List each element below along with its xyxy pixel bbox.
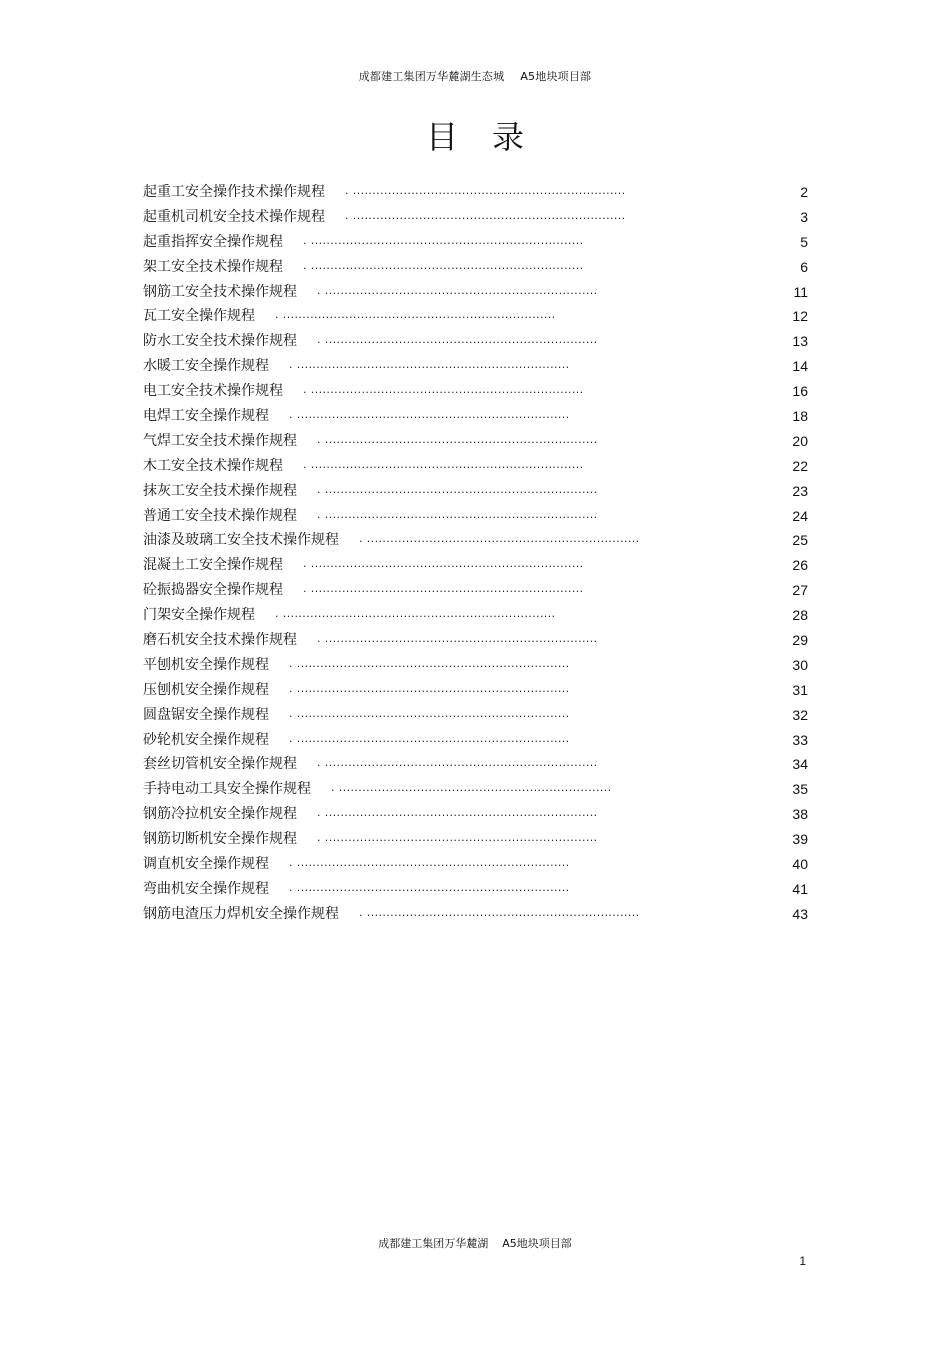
toc-entry[interactable] [143,329,808,354]
toc-dot-leader: . ...................................................................... [317,432,598,446]
toc-entry-label: 油漆及玻璃工安全技术操作规程 [143,532,339,549]
toc-entry-page: 24 [792,507,808,524]
toc-entry[interactable] [143,902,808,927]
toc-entry-page: 11 [793,283,808,300]
toc-dot-leader: . ...................................................................... [303,457,584,471]
toc-dot-leader: . ...................................................................... [359,532,640,546]
toc-dot-leader: . ...................................................................... [317,283,598,297]
toc-entry-page: 5 [800,233,808,250]
toc-entry-label: 气焊工安全技术操作规程 [143,432,297,449]
toc-entry-page: 3 [800,208,808,225]
toc-entry[interactable] [143,429,808,454]
toc-entry-label: 压刨机安全操作规程 [143,681,269,698]
toc-entry-label: 抹灰工安全技术操作规程 [143,482,297,499]
toc-entry-page: 40 [792,856,808,873]
toc-entry-label: 圆盘锯安全操作规程 [143,706,269,723]
toc-dot-leader: . ...................................................................... [289,706,570,720]
toc-dot-leader: . ...................................................................... [317,632,598,646]
toc-entry-page: 22 [792,457,808,474]
toc-entry-label: 门架安全操作规程 [143,607,255,624]
toc-entry-page: 23 [792,482,808,499]
toc-entry-page: 34 [792,756,808,773]
toc-entry[interactable] [143,752,808,777]
toc-dot-leader: . ...................................................................... [289,856,570,870]
toc-dot-leader: . ...................................................................... [289,880,570,894]
toc-entry[interactable] [143,703,808,728]
toc-entry-page: 16 [792,383,808,400]
toc-entry-label: 电工安全技术操作规程 [143,383,283,400]
toc-dot-leader: . ...................................................................... [317,507,598,521]
toc-dot-leader: . ...................................................................... [275,308,556,322]
page-title: 目录 [425,118,558,156]
toc-entry[interactable] [143,777,808,802]
page-header [0,68,950,84]
toc-dot-leader: . ...................................................................... [331,781,612,795]
toc-entry[interactable] [143,205,808,230]
toc-entry[interactable] [143,379,808,404]
toc-entry-label: 起重机司机安全技术操作规程 [143,208,325,225]
toc-entry-label: 水暖工安全操作规程 [143,358,269,375]
toc-entry-label: 普通工安全技术操作规程 [143,507,297,524]
toc-entry-label: 起重工安全操作技术操作规程 [143,184,325,200]
toc-entry[interactable] [143,304,808,329]
toc-entry-label: 混凝土工安全操作规程 [143,557,283,574]
table-of-contents [143,180,808,927]
header-org: 成都建工集团万华麓湖生态城 [358,70,505,83]
toc-entry-page: 25 [792,532,808,549]
toc-entry-label: 防水工安全技术操作规程 [143,333,297,350]
toc-entry[interactable] [143,827,808,852]
toc-entry[interactable] [143,628,808,653]
toc-entry[interactable] [143,180,808,205]
toc-entry[interactable] [143,454,808,479]
toc-dot-leader: . ...................................................................... [303,383,584,397]
toc-dot-leader: . ...................................................................... [303,258,584,272]
toc-entry[interactable] [143,528,808,553]
toc-entry-page: 28 [792,607,808,624]
toc-entry-label: 架工安全技术操作规程 [143,258,283,275]
footer-org: 成都建工集团万华麓湖 [378,1237,489,1250]
page-footer [0,1235,950,1251]
toc-dot-leader: . ...................................................................... [317,756,598,770]
toc-entry-page: 13 [792,333,808,350]
toc-dot-leader: . ...................................................................... [317,831,598,845]
toc-dot-leader: . ...................................................................... [345,208,626,222]
toc-entry-label: 钢筋工安全技术操作规程 [143,283,297,300]
toc-entry-label: 套丝切管机安全操作规程 [143,756,297,773]
toc-entry[interactable] [143,653,808,678]
toc-entry-page: 20 [792,432,808,449]
toc-entry-label: 砂轮机安全操作规程 [143,731,269,748]
toc-entry[interactable] [143,603,808,628]
toc-entry[interactable] [143,280,808,305]
toc-entry[interactable] [143,255,808,280]
toc-entry[interactable] [143,802,808,827]
toc-entry-label: 钢筋电渣压力焊机安全操作规程 [143,905,339,922]
toc-entry-page: 32 [792,706,808,723]
toc-entry[interactable] [143,728,808,753]
toc-entry-label: 平刨机安全操作规程 [143,656,269,673]
toc-entry-page: 2 [800,184,808,200]
toc-entry[interactable] [143,877,808,902]
page-number: 1 [799,1254,806,1268]
toc-entry[interactable] [143,479,808,504]
toc-entry[interactable] [143,354,808,379]
header-dept: A5地块项目部 [520,70,592,83]
toc-entry-label: 弯曲机安全操作规程 [143,880,269,897]
toc-entry-page: 26 [792,557,808,574]
toc-dot-leader: . ...................................................................... [289,681,570,695]
toc-entry-page: 35 [792,781,808,798]
toc-entry-page: 29 [792,632,808,649]
toc-dot-leader: . ...................................................................... [359,905,640,919]
toc-dot-leader: . ...................................................................... [345,184,626,197]
toc-entry-page: 14 [792,358,808,375]
toc-dot-leader: . ...................................................................... [289,731,570,745]
toc-entry-page: 31 [792,681,808,698]
toc-entry-label: 磨石机安全技术操作规程 [143,632,297,649]
toc-entry-label: 起重指挥安全操作规程 [143,233,283,250]
footer-dept: A5地块项目部 [502,1237,572,1250]
toc-entry[interactable] [143,230,808,255]
toc-dot-leader: . ...................................................................... [275,607,556,621]
toc-dot-leader: . ...................................................................... [317,482,598,496]
toc-entry[interactable] [143,578,808,603]
toc-entry-page: 12 [792,308,808,325]
toc-entry[interactable] [143,852,808,877]
toc-entry-page: 30 [792,656,808,673]
toc-entry-label: 手持电动工具安全操作规程 [143,781,311,798]
toc-entry-page: 43 [792,905,808,922]
toc-entry-page: 38 [792,806,808,823]
toc-entry-page: 39 [792,831,808,848]
toc-entry-page: 41 [792,880,808,897]
toc-entry-label: 钢筋冷拉机安全操作规程 [143,806,297,823]
toc-entry-page: 33 [792,731,808,748]
toc-dot-leader: . ...................................................................... [303,582,584,596]
toc-entry-label: 木工安全技术操作规程 [143,457,283,474]
toc-entry-label: 瓦工安全操作规程 [143,308,255,325]
toc-dot-leader: . ...................................................................... [289,358,570,372]
toc-entry-label: 调直机安全操作规程 [143,856,269,873]
toc-entry-page: 27 [792,582,808,599]
toc-entry[interactable] [143,404,808,429]
toc-dot-leader: . ...................................................................... [303,557,584,571]
toc-dot-leader: . ...................................................................... [289,408,570,422]
toc-dot-leader: . ...................................................................... [317,333,598,347]
toc-entry-label: 电焊工安全操作规程 [143,408,269,425]
toc-dot-leader: . ...................................................................... [303,233,584,247]
toc-entry-label: 砼振捣器安全操作规程 [143,582,283,599]
toc-entry-page: 6 [800,258,808,275]
toc-dot-leader: . ...................................................................... [317,806,598,820]
toc-dot-leader: . ...................................................................... [289,656,570,670]
toc-entry-page: 18 [792,408,808,425]
toc-entry-label: 钢筋切断机安全操作规程 [143,831,297,848]
toc-entry[interactable] [143,678,808,703]
toc-entry[interactable] [143,504,808,529]
toc-entry[interactable] [143,553,808,578]
